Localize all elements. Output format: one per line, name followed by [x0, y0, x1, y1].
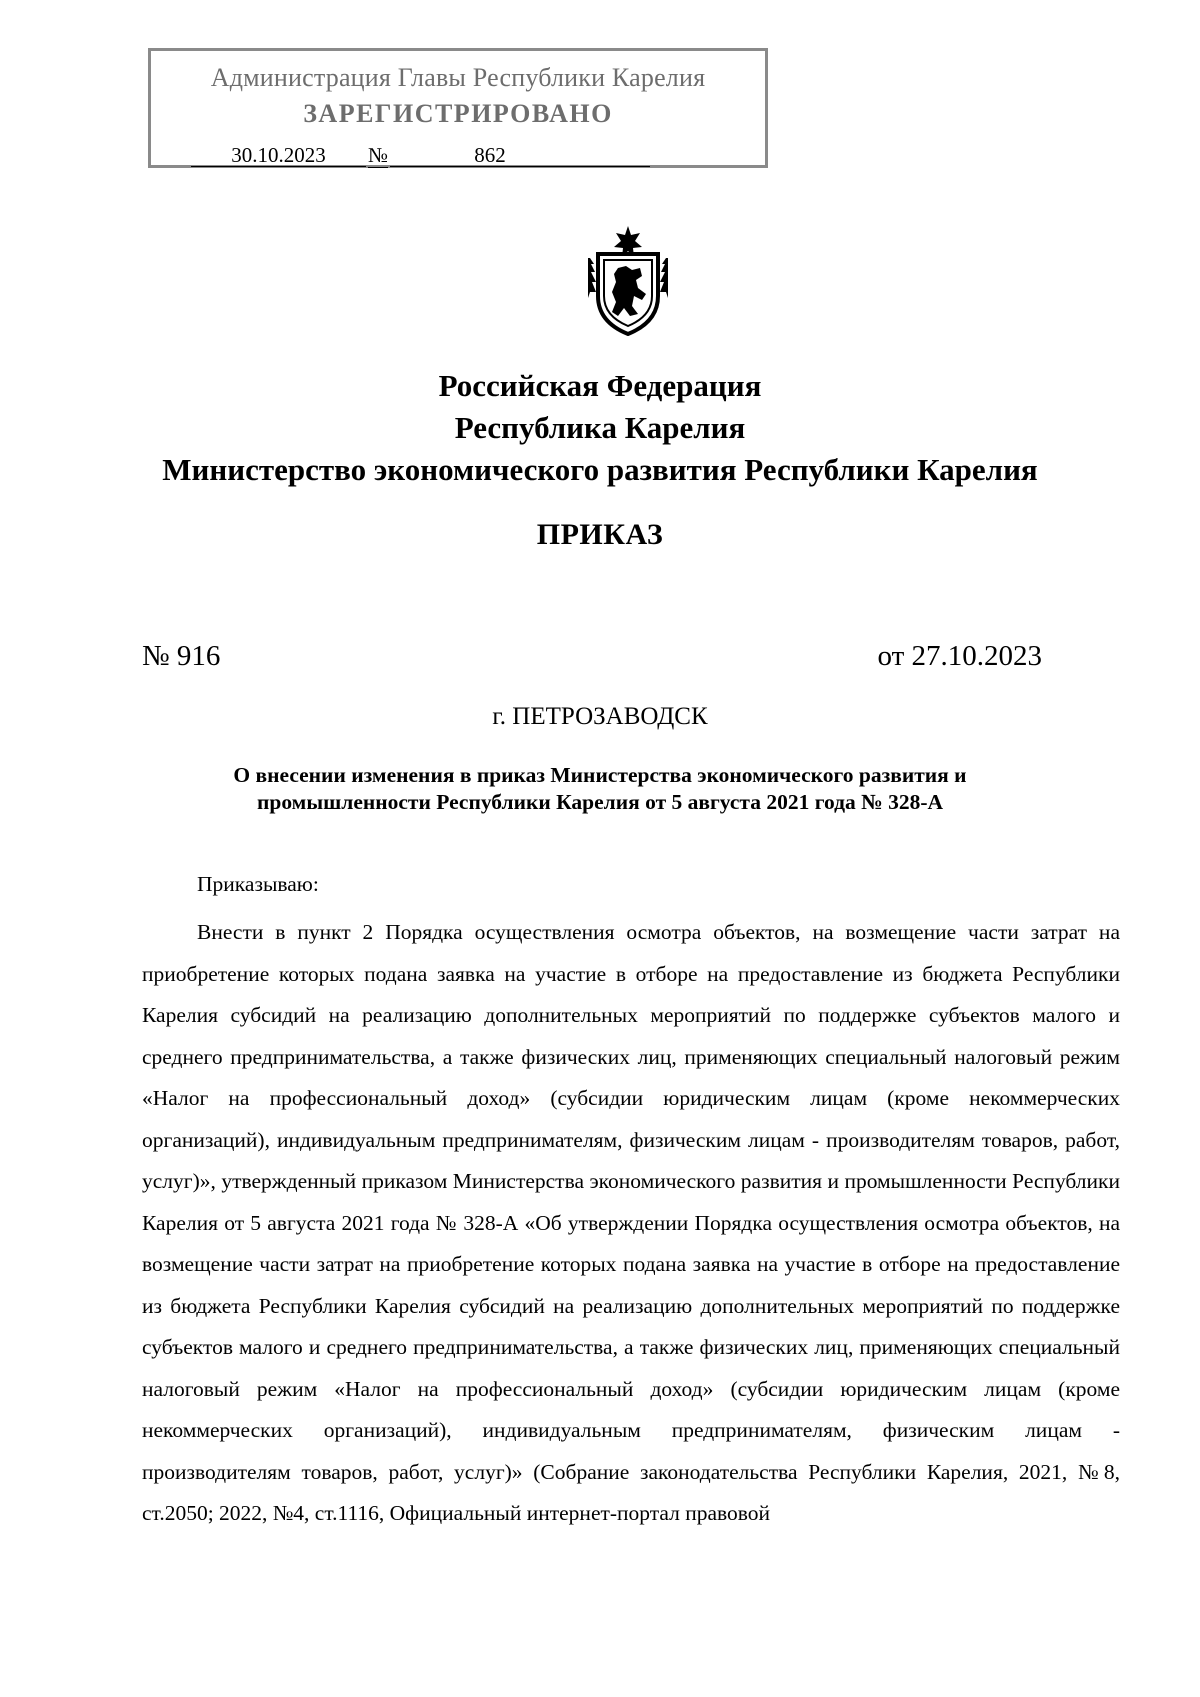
stamp-number: 862: [390, 144, 650, 167]
stamp-date: 30.10.2023: [191, 144, 366, 167]
header-country: Российская Федерация: [438, 368, 762, 403]
header-republic: Республика Карелия: [454, 410, 746, 445]
order-directive: Приказываю:: [197, 872, 319, 896]
document-title: О внесении изменения в приказ Министерства экономического развития и промышленности Республики Карелия от 5 августа 2021 года № 328-А: [233, 763, 967, 814]
stamp-registered-label: ЗАРЕГИСТРИРОВАНО: [303, 99, 613, 128]
stamp-number-sign: №: [368, 143, 389, 167]
registration-stamp: [148, 48, 768, 168]
city: г. ПЕТРОЗАВОДСК: [492, 703, 708, 730]
stamp-registration-line: [191, 143, 650, 168]
body-paragraph: Внести в пункт 2 Порядка осуществления осмотра объектов, на возмещение части затрат на приобретение которых подана заявка на участие в отборе на предоставление из бюджета Республики Карелия субсидий на реализацию дополнительных мероприятий по поддержке субъектов малого и среднего предпринимательства, а также физических лиц, применяющих специальный налоговый режим «Налог на профессиональный доход» (субсидии юридическим лицам (кроме некоммерческих организаций), индивидуальным предпринимателям, физическим лицам - производителям товаров, работ, услуг)», утвержденный приказом Министерства экономического развития и промышленности Республики Карелия от 5 августа 2021 года № 328-А «Об утверждении Порядка осуществления осмотра объектов, на возмещение части затрат на приобретение которых подана заявка на участие в отборе на предоставление из бюджета Республики Карелия субсидий на реализацию дополнительных мероприятий по поддержке субъектов малого и среднего предпринимательства, а также физических лиц, применяющих специальный налоговый режим «Налог на профессиональный доход» (субсидии юридическим лицам (кроме некоммерческих организаций), индивидуальным предпринимателям, физическим лицам - производителям товаров, работ, услуг)» (Собрание законодательства Республики Карелия, 2021, №8, ст.2050; 2022, №4, ст.1116, Официальный интернет-портал правовой: [142, 920, 1120, 1525]
header-ministry: Министерство экономического развития Республики Карелия: [162, 452, 1038, 487]
order-date: от 27.10.2023: [877, 640, 1042, 672]
karelia-coat-of-arms-icon: [584, 224, 672, 336]
stamp-authority: Администрация Главы Республики Карелия: [210, 63, 706, 92]
document-type: ПРИКАЗ: [536, 518, 664, 551]
order-number: № 916: [142, 640, 221, 672]
